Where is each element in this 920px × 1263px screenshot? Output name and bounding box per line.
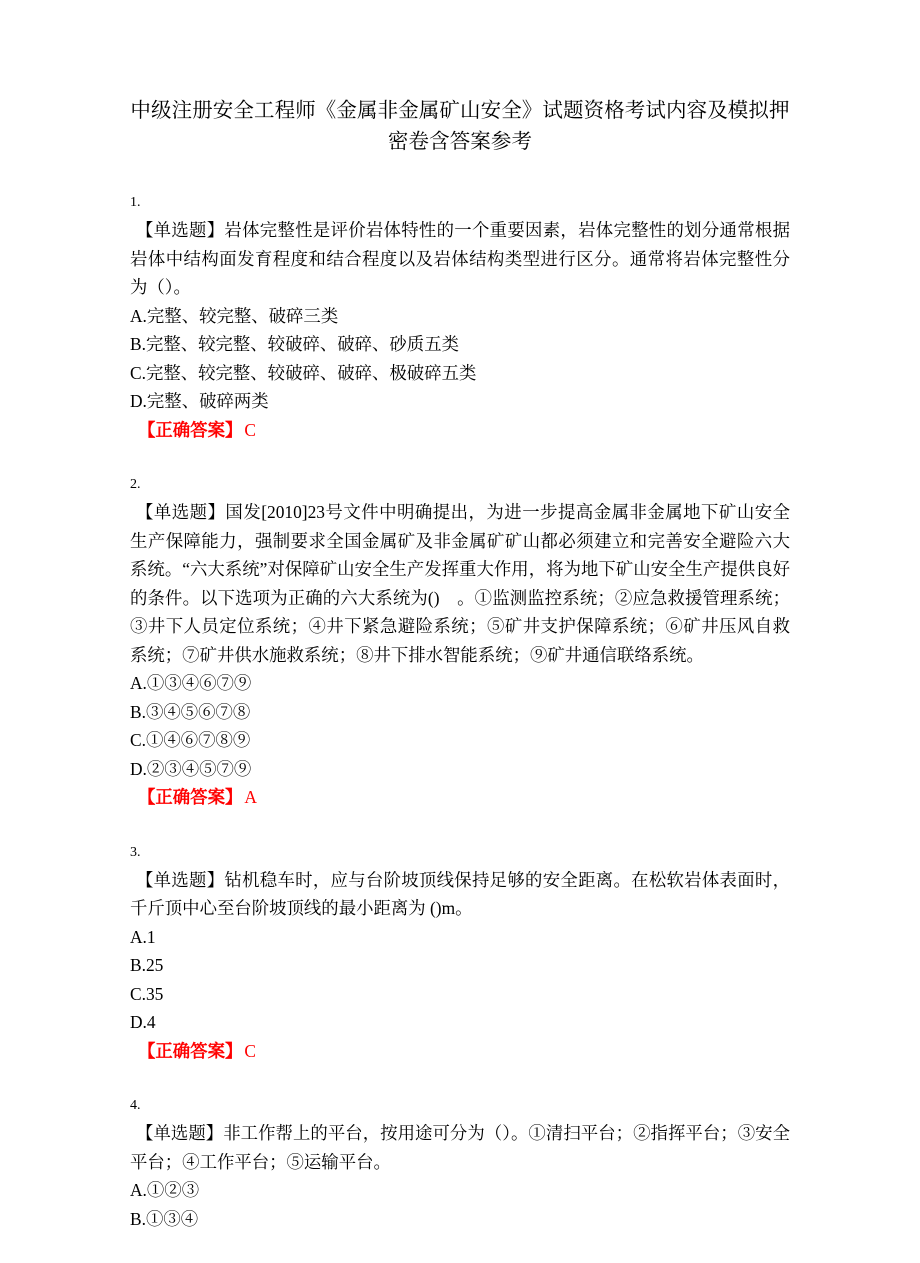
question-option[interactable]: B.完整、较完整、较破碎、破碎、砂质五类 [130,334,459,354]
question-option[interactable]: B.25 [130,955,164,975]
correct-answer-label: 【正确答案】 [138,1040,243,1061]
question-number: 2. [130,477,141,492]
question-block [130,842,790,1066]
question-stem: 【单选题】国发[2010]23号文件中明确提出，为进一步提高金属非金属地下矿山安全生产保障能力，强制要求全国金属矿及非金属矿矿山都必须建立和完善安全避险六大系统。“六大系统”对保障矿山安全生产发挥重大作用，将为地下矿山安全生产提供良好的条件。以下选项为正确的六大系统为() 。①监测监控系统；②应急救援管理系统；③井下人员定位系统；④井下紧急避险系统；⑤矿井支护保障系统；⑥矿井压风自救系统；⑦矿井供水施救系统；⑧井下排水智能系统；⑨矿井通信联络系统。 [130,502,790,665]
correct-answer-value: C [244,1040,256,1061]
question-options [130,302,790,416]
correct-answer [130,416,790,445]
question-option[interactable]: D.完整、破碎两类 [130,391,269,411]
question-number: 3. [130,844,141,860]
page-title: 中级注册安全工程师《金属非金属矿山安全》试题资格考试内容及模拟押密卷含答案参考 [130,100,790,153]
correct-answer [130,783,790,812]
correct-answer-label: 【正确答案】 [138,419,243,440]
questions-container [130,192,790,1233]
question-option[interactable]: C.①④⑥⑦⑧⑨ [130,730,251,750]
correct-answer-value: C [244,419,256,440]
question-number: 1. [130,195,141,210]
correct-answer [130,1037,790,1066]
question-option[interactable]: A.完整、较完整、破碎三类 [130,305,339,326]
question-block [130,192,790,444]
question-options [130,1176,790,1233]
question-stem: 【单选题】非工作帮上的平台，按用途可分为（）。①清扫平台；②指挥平台；③安全平台；④工作平台；⑤运输平台。 [130,1123,790,1172]
question-option[interactable]: A.1 [130,926,156,947]
question-option[interactable]: C.完整、较完整、较破碎、破碎、极破碎五类 [130,362,477,383]
question-block [130,474,790,812]
question-option[interactable]: A.①③④⑥⑦⑨ [130,673,252,693]
question-options [130,923,790,1037]
correct-answer-label: 【正确答案】 [138,787,243,807]
question-stem: 【单选题】钻机稳车时，应与台阶坡顶线保持足够的安全距离。在松软岩体表面时，千斤顶中心至台阶坡顶线的最小距离为 ()m。 [130,869,790,918]
question-stem: 【单选题】岩体完整性是评价岩体特性的一个重要因素，岩体完整性的划分通常根据岩体中结构面发育程度和结合程度以及岩体结构类型进行区分。通常将岩体完整性分为（）。 [130,220,790,297]
question-option[interactable]: C.35 [130,983,164,1004]
question-options [130,669,790,783]
question-option[interactable]: A.①②③ [130,1180,200,1200]
question-block [130,1095,790,1233]
question-number: 4. [130,1098,141,1113]
question-option[interactable]: B.③④⑤⑥⑦⑧ [130,701,251,722]
question-option[interactable]: B.①③④ [130,1208,199,1229]
question-option[interactable]: D.4 [130,1012,156,1032]
correct-answer-value: A [244,787,257,807]
question-option[interactable]: D.②③④⑤⑦⑨ [130,758,252,779]
